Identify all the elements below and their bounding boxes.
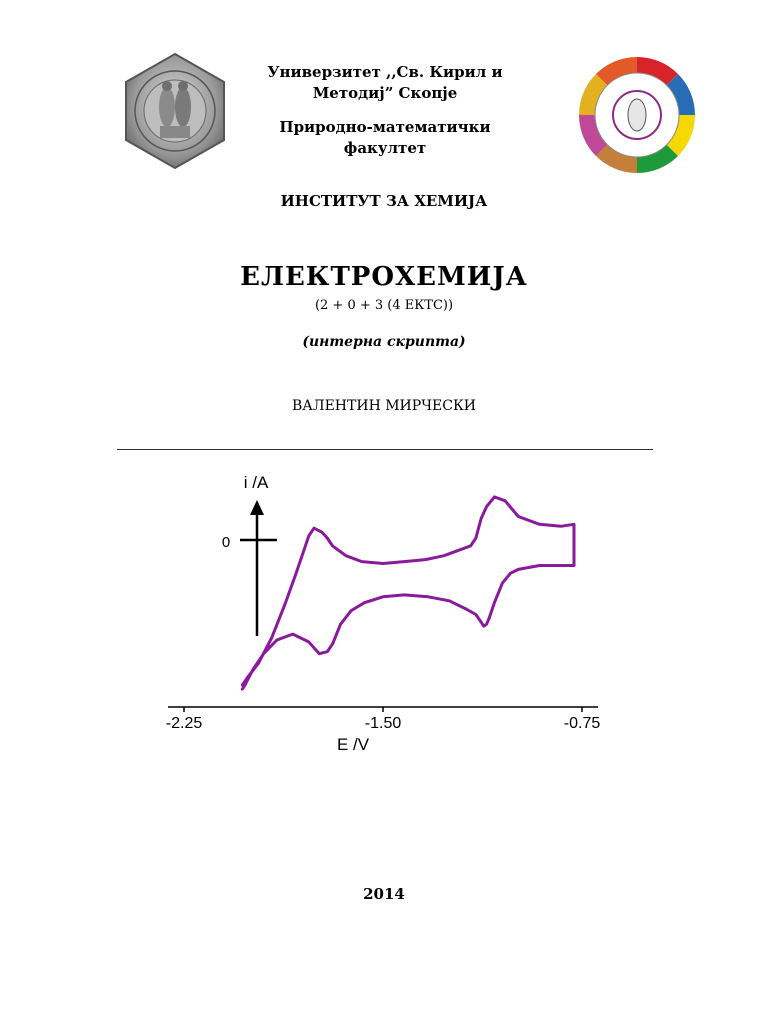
x-tick-label-mid: -1.50 (364, 715, 402, 732)
university-name: Универзитет ,,Св. Кирил и Методиј” Скопје (267, 63, 503, 102)
author-name: ВАЛЕНТИН МИРЧЕСКИ (292, 398, 476, 414)
voltammogram-curve (242, 497, 574, 689)
x-axis-label: E /V (336, 735, 370, 754)
faculty-name: Природно-математички факултет (279, 118, 491, 157)
document-title: ЕЛЕКТРОХЕМИЈА (240, 262, 528, 292)
y-tick-label-0: 0 (221, 534, 231, 551)
university-seal-logo (120, 52, 230, 170)
x-tick-label-max: -0.75 (563, 715, 601, 732)
institute-name: ИНСТИТУТ ЗА ХЕМИЈА (280, 192, 488, 210)
course-credits: (2 + 0 + 3 (4 ЕКТС)) (314, 298, 454, 313)
document-note: (интерна скрипта) (302, 334, 466, 350)
voltammogram-chart (150, 468, 620, 758)
y-axis-label: i /A (243, 473, 269, 492)
faculty-emblem-logo (576, 54, 698, 176)
x-tick-label-min: -2.25 (165, 715, 203, 732)
publication-year: 2014 (363, 885, 405, 903)
emblem-center-figure (628, 99, 646, 131)
y-axis-arrow (250, 500, 264, 515)
horizontal-divider (117, 449, 653, 450)
